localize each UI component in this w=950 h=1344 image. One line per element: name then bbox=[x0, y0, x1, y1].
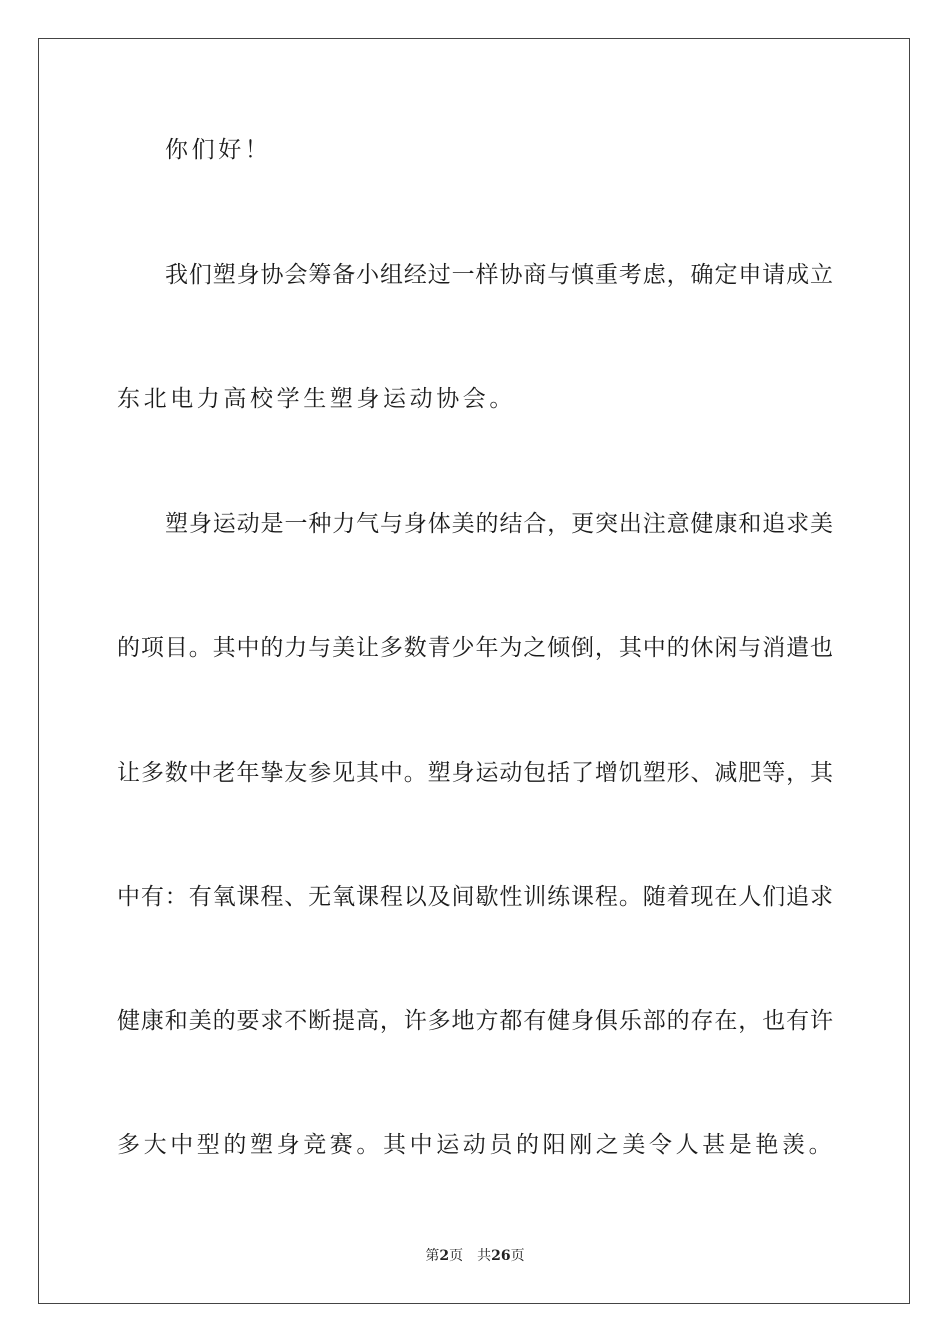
page-suffix: 页 bbox=[449, 1248, 464, 1264]
page-prefix: 第 bbox=[425, 1248, 440, 1264]
total-pages: 26 bbox=[491, 1248, 511, 1264]
total-suffix: 页 bbox=[510, 1248, 525, 1264]
paragraph-1-line-1: 我们塑身协会筹备小组经过一样协商与慎重考虑，确定申请成立 bbox=[165, 262, 833, 288]
paragraph-2-line-2: 的项目。其中的力与美让多数青少年为之倾倒，其中的休闲与消遣也 bbox=[117, 635, 833, 661]
paragraph-1-line-2: 东北电力高校学生塑身运动协会。 bbox=[117, 386, 516, 412]
paragraph-2-line-6: 多大中型的塑身竞赛。其中运动员的阳刚之美令人甚是艳羡。 bbox=[117, 1132, 836, 1158]
page-footer bbox=[0, 1247, 950, 1265]
paragraph-2-line-4: 中有：有氧课程、无氧课程以及间歇性训练课程。随着现在人们追求 bbox=[117, 884, 833, 910]
page-number: 2 bbox=[439, 1248, 450, 1264]
total-prefix: 共 bbox=[477, 1248, 492, 1264]
paragraph-2-line-5: 健康和美的要求不断提高，许多地方都有健身俱乐部的存在，也有许 bbox=[117, 1008, 833, 1034]
paragraph-2-line-3: 让多数中老年挚友参见其中。塑身运动包括了增饥塑形、减肥等，其 bbox=[117, 760, 833, 786]
paragraph-2-line-1: 塑身运动是一种力气与身体美的结合，更突出注意健康和追求美 bbox=[165, 511, 833, 537]
page-border bbox=[38, 38, 910, 1304]
greeting: 你们好！ bbox=[165, 137, 272, 163]
